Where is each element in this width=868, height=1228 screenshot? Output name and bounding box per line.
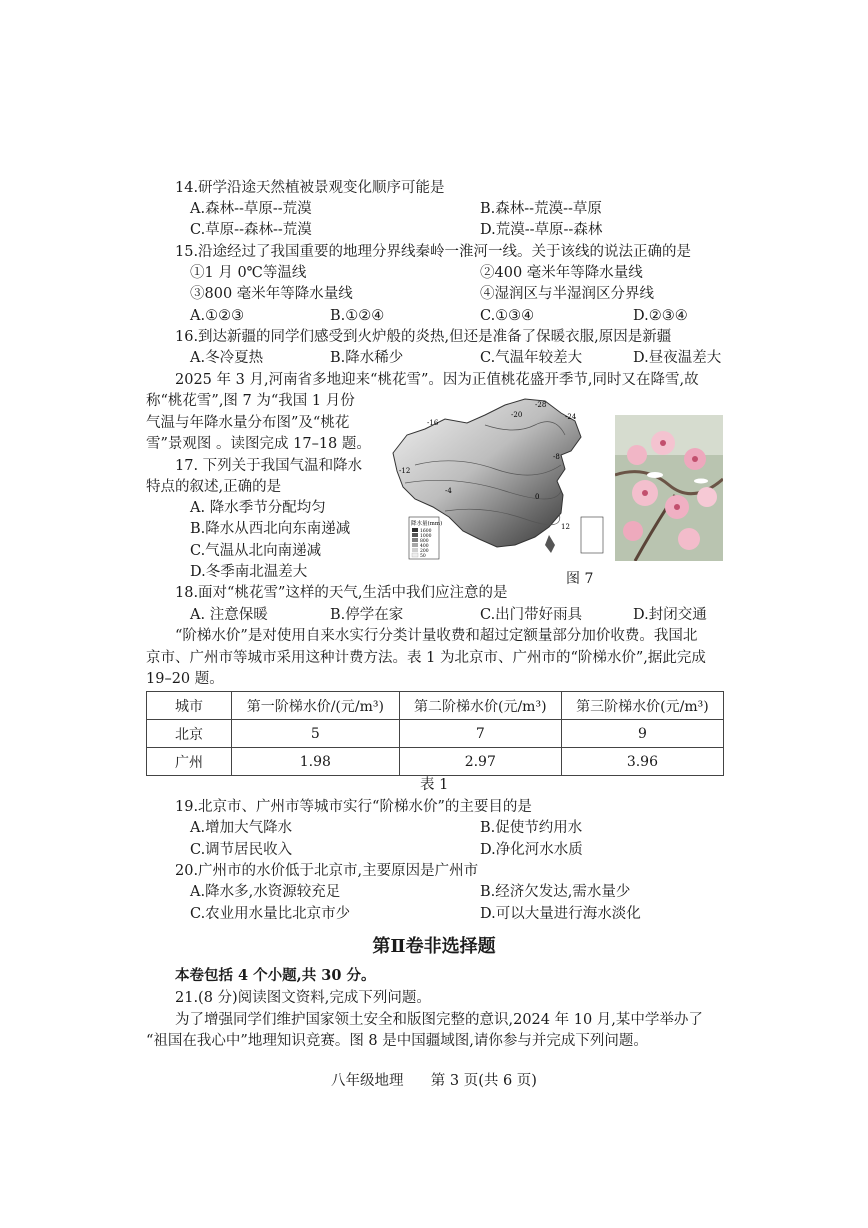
table-row [147,720,724,748]
intro-17-18-line3: 气温与年降水量分布图”及“桃花 [146,415,350,431]
isotherm-label: -20 [511,411,523,419]
q16-stem: 16.到达新疆的同学们感受到火炉般的炎热,但还是准备了保暖衣服,原因是新疆 [175,329,672,345]
q18-stem: 18.面对“桃花雪”这样的天气,生活中我们应注意的是 [175,585,508,601]
isotherm-label: -12 [399,467,411,475]
table-cell: 北京 [147,720,232,748]
section-2-note: 本卷包括 4 个小题,共 30 分。 [175,967,376,984]
q17-option-a: A. 降水季节分配均匀 [190,500,326,516]
intro-17-18-line2: 称“桃花雪”,图 7 为“我国 1 月份 [146,393,355,409]
footer-page-number: 第 3 页(共 6 页) [430,1073,537,1089]
q19-stem: 19.北京市、广州市等城市实行“阶梯水价”的主要目的是 [175,799,532,815]
q14-stem: 14.研学沿途天然植被景观变化顺序可能是 [175,180,445,196]
q16-option-a: A.冬冷夏热 [190,350,264,366]
q15-option-a: A.①②③ [190,308,245,324]
china-january-temperature-precipitation-map [385,395,607,565]
table-header-cell: 第一阶梯水价/(元/m³) [232,692,400,720]
table-cell: 3.96 [561,748,723,776]
intro-17-18-line1: 2025 年 3 月,河南省多地迎来“桃花雪”。因为正值桃花盛开季节,同时又在降雪,故 [175,372,699,388]
table-cell: 5 [232,720,400,748]
intro-19-20-line3: 19–20 题。 [146,671,224,687]
q21-line2: “祖国在我心中”地理知识竞赛。图 8 是中国疆域图,请你参与并完成下列问题。 [146,1033,648,1049]
q14-option-b: B.森林--荒漠--草原 [480,201,602,217]
q17-option-c: C.气温从北向南递减 [190,543,322,559]
q15-statement-1: ①1 月 0℃等温线 [190,265,307,281]
legend-value: 200 [420,549,429,554]
q16-option-c: C.气温年较差大 [480,350,583,366]
q20-stem: 20.广州市的水价低于北京市,主要原因是广州市 [175,863,479,879]
q16-option-d: D.昼夜温差大 [633,350,722,366]
isotherm-label: 0 [535,493,540,501]
q15-stem: 15.沿途经过了我国重要的地理分界线秦岭一淮河一线。关于该线的说法正确的是 [175,244,692,260]
q18-option-a: A. 注意保暖 [190,607,268,623]
legend-value: 1600 [420,529,432,534]
intro-19-20-line1: “阶梯水价”是对使用自来水实行分类计量收费和超过定额量部分加价收费。我国北 [175,628,698,644]
q18-option-b: B.停学在家 [330,607,404,623]
table-header-cell: 城市 [147,692,232,720]
table-header-row [147,692,724,720]
footer-subject: 八年级地理 [331,1073,404,1089]
legend-value: 1000 [420,534,432,539]
q18-option-d: D.封闭交通 [633,607,707,623]
table-row [147,748,724,776]
q14-option-d: D.荒漠--草原--森林 [480,222,603,238]
isotherm-label: -8 [553,453,560,461]
table-header-cell: 第三阶梯水价(元/m³) [561,692,723,720]
south-china-sea-inset [581,517,603,553]
page-footer [0,1069,868,1090]
q14-option-a: A.森林--草原--荒漠 [190,201,312,217]
q17-option-d: D.冬季南北温差大 [190,564,308,580]
figure-7-caption: 图 7 [566,571,594,587]
table-cell: 9 [561,720,723,748]
q21-stem: 21.(8 分)阅读图文资料,完成下列问题。 [175,990,431,1006]
q15-statement-3: ③800 毫米年等降水量线 [190,286,353,302]
intro-19-20-line2: 京市、广州市等城市采用这种计费方法。表 1 为北京市、广州市的“阶梯水价”,据此完成 [146,650,706,666]
table-cell: 广州 [147,748,232,776]
table-header-cell: 第二阶梯水价(元/m³) [399,692,561,720]
q15-statement-4: ④湿润区与半湿润区分界线 [480,286,654,302]
q20-option-c: C.农业用水量比北京市少 [190,906,351,922]
q20-option-a: A.降水多,水资源较充足 [190,884,341,900]
section-2-title: 第Ⅱ卷非选择题 [372,936,496,957]
legend-value: 800 [420,539,429,544]
q19-option-b: B.促使节约用水 [480,820,583,836]
q17-stem-line2: 特点的叙述,正确的是 [146,479,282,495]
q15-option-b: B.①②④ [330,308,385,324]
peach-blossom-snow-photo [615,415,723,561]
q19-option-a: A.增加大气降水 [190,820,293,836]
map-legend-title: 降水量(mm) [411,521,443,527]
q20-option-d: D.可以大量进行海水淡化 [480,906,641,922]
q17-option-b: B.降水从西北向东南递减 [190,521,351,537]
q16-option-b: B.降水稀少 [330,350,404,366]
q14-option-c: C.草原--森林--荒漠 [190,222,312,238]
table-cell: 1.98 [232,748,400,776]
water-price-table [146,691,724,776]
q19-option-d: D.净化河水水质 [480,842,583,858]
isotherm-label: -4 [445,487,452,495]
table-1-caption: 表 1 [420,777,449,793]
isotherm-label: -28 [535,401,547,409]
isotherm-label: -16 [427,419,439,427]
table-cell: 7 [399,720,561,748]
q19-option-c: C.调节居民收入 [190,842,293,858]
q18-option-c: C.出门带好雨具 [480,607,583,623]
q21-line1: 为了增强同学们维护国家领土安全和版图完整的意识,2024 年 10 月,某中学举办了 [175,1012,703,1028]
intro-17-18-line4: 雪”景观图 。读图完成 17–18 题。 [146,436,371,452]
legend-value: 50 [420,554,426,559]
q15-option-c: C.①③④ [480,308,535,324]
table-cell: 2.97 [399,748,561,776]
q15-statement-2: ②400 毫米年等降水量线 [480,265,643,281]
legend-value: 400 [420,544,429,549]
q15-option-d: D.②③④ [633,308,688,324]
isotherm-label: 12 [561,523,570,531]
q17-stem-line1: 17. 下列关于我国气温和降水 [175,458,363,474]
q20-option-b: B.经济欠发达,需水量少 [480,884,631,900]
isotherm-label: -24 [565,413,577,421]
